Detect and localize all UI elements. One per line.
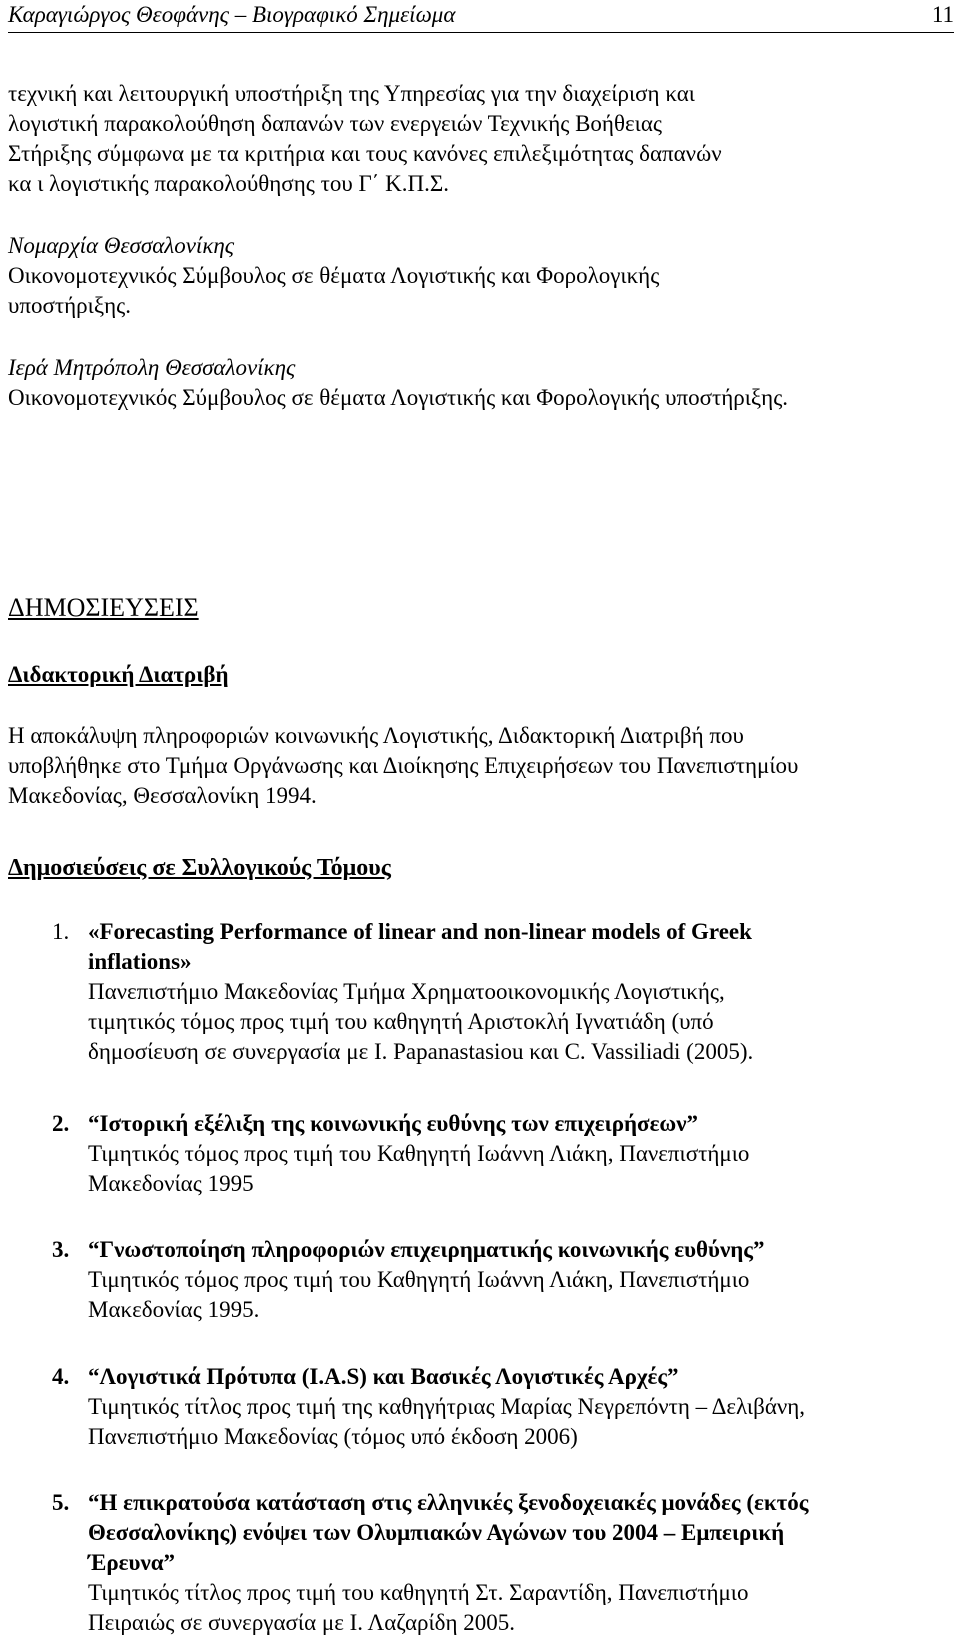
list-item (88, 1362, 958, 1452)
text-line: υποστήριξης. (8, 293, 131, 318)
list-number: 3. (52, 1237, 70, 1262)
text-line: Οικονομοτεχνικός Σύμβουλος σε θέματα Λογιστικής και Φορολογικής (8, 263, 660, 288)
text-line: Πειραιώς σε συνεργασία με Ι. Λαζαρίδη 2005. (88, 1610, 516, 1635)
text-line: Τιμητικός τόμος προς τιμή του Καθηγητή Ιωάννη Λιάκη, Πανεπιστήμιο (88, 1267, 750, 1292)
text-line: Πανεπιστήμιο Μακεδονίας Τμήμα Χρηματοοικονομικής Λογιστικής, (88, 979, 725, 1004)
page-number: 11 (931, 2, 954, 27)
item-title: «Forecasting Performance of linear and non-linear models of Greek (88, 919, 752, 944)
experience-entry (8, 231, 953, 321)
list-item (88, 1488, 958, 1638)
text-line: δημοσίευση σε συνεργασία με I. Papanastasiou και C. Vassiliadi (2005). (88, 1039, 754, 1064)
organization-name: Νομαρχία Θεσσαλονίκης (8, 233, 235, 258)
header-title: Καραγιώργος Θεοφάνης – Βιογραφικό Σημείωμα (8, 2, 456, 27)
list-number: 5. (52, 1490, 70, 1515)
subsection-title: Διδακτορική Διατριβή (8, 662, 229, 687)
page-header (8, 0, 954, 33)
section-title: ΔΗΜΟΣΙΕΥΣΕΙΣ (8, 593, 199, 622)
item-title: “Η επικρατούσα κατάσταση στις ελληνικές ξενοδοχειακές μονάδες (εκτός (88, 1490, 809, 1515)
volumes-heading (8, 853, 953, 883)
text-line: Τιμητικός τίτλος προς τιμή του καθηγητή Στ. Σαραντίδη, Πανεπιστήμιο (88, 1580, 749, 1605)
text-line: Στήριξης σύμφωνα με τα κριτήρια και τους κανόνες επιλεξιμότητας δαπανών (8, 141, 722, 166)
text-line: τεχνική και λειτουργική υποστήριξη της Υπηρεσίας για την διαχείριση και (8, 81, 695, 106)
item-title: “Γνωστοποίηση πληροφοριών επιχειρηματικής κοινωνικής ευθύνης” (88, 1237, 765, 1262)
text-line: Η αποκάλυψη πληροφοριών κοινωνικής Λογιστικής, Διδακτορική Διατριβή που (8, 723, 744, 748)
text-line: Τιμητικός τίτλος προς τιμή της καθηγήτριας Μαρίας Νεγρεπόντη – Δελιβάνη, (88, 1394, 806, 1419)
text-line: Τιμητικός τόμος προς τιμή του Καθηγητή Ιωάννη Λιάκη, Πανεπιστήμιο (88, 1141, 750, 1166)
text-line: Μακεδονίας 1995. (88, 1297, 260, 1322)
item-title: “Λογιστικά Πρότυπα (Ι.Α.S) και Βασικές Λογιστικές Αρχές” (88, 1364, 679, 1389)
list-item (88, 1235, 958, 1325)
item-title: inflations» (88, 949, 192, 974)
list-number: 2. (52, 1111, 70, 1136)
intro-paragraph (8, 79, 953, 199)
text-line: λογιστική παρακολούθηση δαπανών των ενεργειών Τεχνικής Βοήθειας (8, 111, 662, 136)
thesis-paragraph (8, 721, 953, 811)
item-title: Έρευνα” (88, 1550, 176, 1575)
item-title: Θεσσαλονίκης) ενόψει των Ολυμπιακών Αγώνων του 2004 – Εμπειρική (88, 1520, 785, 1545)
list-item (88, 917, 958, 1067)
text-line: υποβλήθηκε στο Τμήμα Οργάνωσης και Διοίκησης Επιχειρήσεων του Πανεπιστημίου (8, 753, 799, 778)
item-title: “Ιστορική εξέλιξη της κοινωνικής ευθύνης των επιχειρήσεων” (88, 1111, 698, 1136)
list-number: 4. (52, 1364, 70, 1389)
organization-name: Ιερά Μητρόπολη Θεσσαλονίκης (8, 355, 296, 380)
text-line: Μακεδονίας 1995 (88, 1171, 254, 1196)
publications-heading (8, 593, 953, 624)
list-number: 1. (52, 919, 70, 944)
list-item (88, 1109, 958, 1199)
subsection-title: Δημοσιεύσεις σε Συλλογικούς Τόμους (8, 855, 391, 881)
text-line: κα ι λογιστικής παρακολούθησης του Γ΄ Κ.Π.Σ. (8, 171, 450, 196)
text-line: Πανεπιστήμιο Μακεδονίας (τόμος υπό έκδοση 2006) (88, 1424, 578, 1449)
text-line: Μακεδονίας, Θεσσαλονίκη 1994. (8, 783, 317, 808)
text-line: τιμητικός τόμος προς τιμή του καθηγητή Αριστοκλή Ιγνατιάδη (υπό (88, 1009, 714, 1034)
text-line: Οικονομοτεχνικός Σύμβουλος σε θέματα Λογιστικής και Φορολογικής υποστήριξης. (8, 385, 789, 410)
experience-entry (8, 353, 953, 413)
thesis-heading (8, 660, 953, 690)
